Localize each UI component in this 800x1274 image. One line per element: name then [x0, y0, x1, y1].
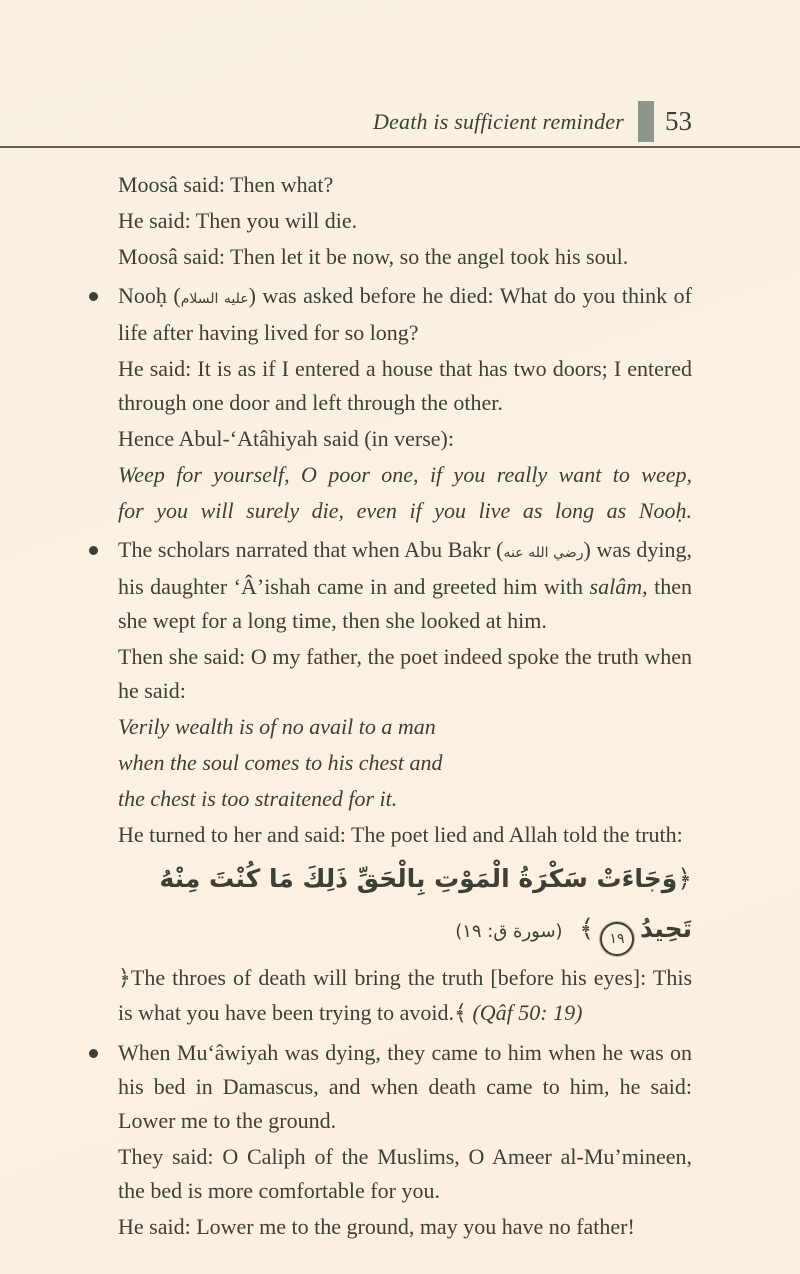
page-body: [118, 168, 692, 1246]
honorific-alayhis-salam: عليه السلام: [180, 291, 249, 307]
paragraph-hence-atahiyah: Hence Abul-‘Atâhiyah said (in verse):: [118, 426, 454, 451]
bullet-dot-icon: [89, 292, 98, 301]
verse-wealth-line-1: Verily wealth is of no avail to a man: [118, 714, 436, 739]
paragraph-poet-lied: He turned to her and said: The poet lied and Allah told the truth:: [118, 822, 683, 847]
bullet-paragraph-muawiyah: [118, 1036, 692, 1138]
running-title: Death is sufficient reminder: [372, 108, 624, 134]
verse-weep-line-1: Weep for yourself, O poor one, if you really want to weep,: [118, 462, 692, 487]
paragraph-text: Nooḥ (: [118, 283, 181, 308]
paragraph-angel-took-soul: Moosâ said: Then let it be now, so the angel took his soul.: [118, 244, 629, 269]
paragraph-poet-spoke-truth: Then she said: O my father, the poet indeed spoke the truth when he said:: [118, 644, 692, 703]
page-number: 53: [665, 106, 692, 136]
quran-verse-text: وَجَاءَتْ سَكْرَةُ الْمَوْتِ بِالْحَقِّ ذَلِكَ مَا كُنْتَ مِنْهُ تَحِيدُ: [159, 864, 692, 943]
header-rule: [0, 146, 800, 148]
surah-reference: (سورة ق: ١٩): [455, 921, 563, 942]
paragraph-text: ) was dying, his daughter ‘Â’ishah came in and greeted him with: [118, 537, 692, 599]
paragraph-moosa-then-what: Moosâ said: Then what?: [118, 172, 334, 197]
paragraph-text: The scholars narrated that when Abu Bakr (: [118, 537, 504, 562]
page-header: [373, 101, 692, 142]
bullet-paragraph-abu-bakr: [118, 533, 692, 638]
ornate-open-bracket: ﴿: [118, 966, 131, 991]
ayah-number-medallion: ١٩: [600, 922, 634, 956]
verse-wealth-line-3: the chest is too straitened for it.: [118, 786, 398, 811]
paragraph-text: When Mu‘âwiyah was dying, they came to him when he was on his bed in Damascus, and when death came to him, he said: Lower me to the ground.: [118, 1040, 692, 1133]
bullet-paragraph-nooh: [118, 279, 692, 350]
honorific-radi-allahu-anhu: رضي الله عنه: [503, 545, 584, 561]
quran-citation: (Qâf 50: 19): [466, 1000, 583, 1025]
italic-word-salam: salâm: [589, 574, 643, 599]
paragraph-caliph: They said: O Caliph of the Muslims, O Ameer al-Mu’mineen, the bed is more comfortable for you.: [118, 1144, 692, 1203]
ornate-open-bracket: ﴿: [677, 864, 692, 893]
paragraph-text: , then she wept for a long time, then she looked at him.: [118, 574, 692, 633]
bullet-dot-icon: [89, 1049, 98, 1058]
bullet-dot-icon: [89, 546, 98, 555]
quran-verse-arabic: [118, 854, 692, 957]
header-accent-bar: [638, 101, 654, 142]
paragraph-no-father: He said: Lower me to the ground, may you have no father!: [118, 1214, 635, 1239]
verse-weep-line-2: for you will surely die, even if you live as long as Nooḥ.: [118, 498, 692, 523]
ornate-close-bracket: ﴾: [579, 914, 594, 943]
ornate-close-bracket: ﴾: [454, 1001, 467, 1026]
paragraph-two-doors: He said: It is as if I entered a house that has two doors; I entered through one door and left through the other.: [118, 356, 692, 415]
paragraph-you-will-die: He said: Then you will die.: [118, 208, 358, 233]
verse-wealth-line-2: when the soul comes to his chest and: [118, 750, 443, 775]
paragraph-translation: [118, 961, 692, 1031]
translation-text: The throes of death will bring the truth [before his eyes]: This is what you have been trying to avoid.: [118, 965, 692, 1025]
paragraph-text: ) was asked before he died: What do you think of life after having lived for so long?: [118, 283, 692, 345]
